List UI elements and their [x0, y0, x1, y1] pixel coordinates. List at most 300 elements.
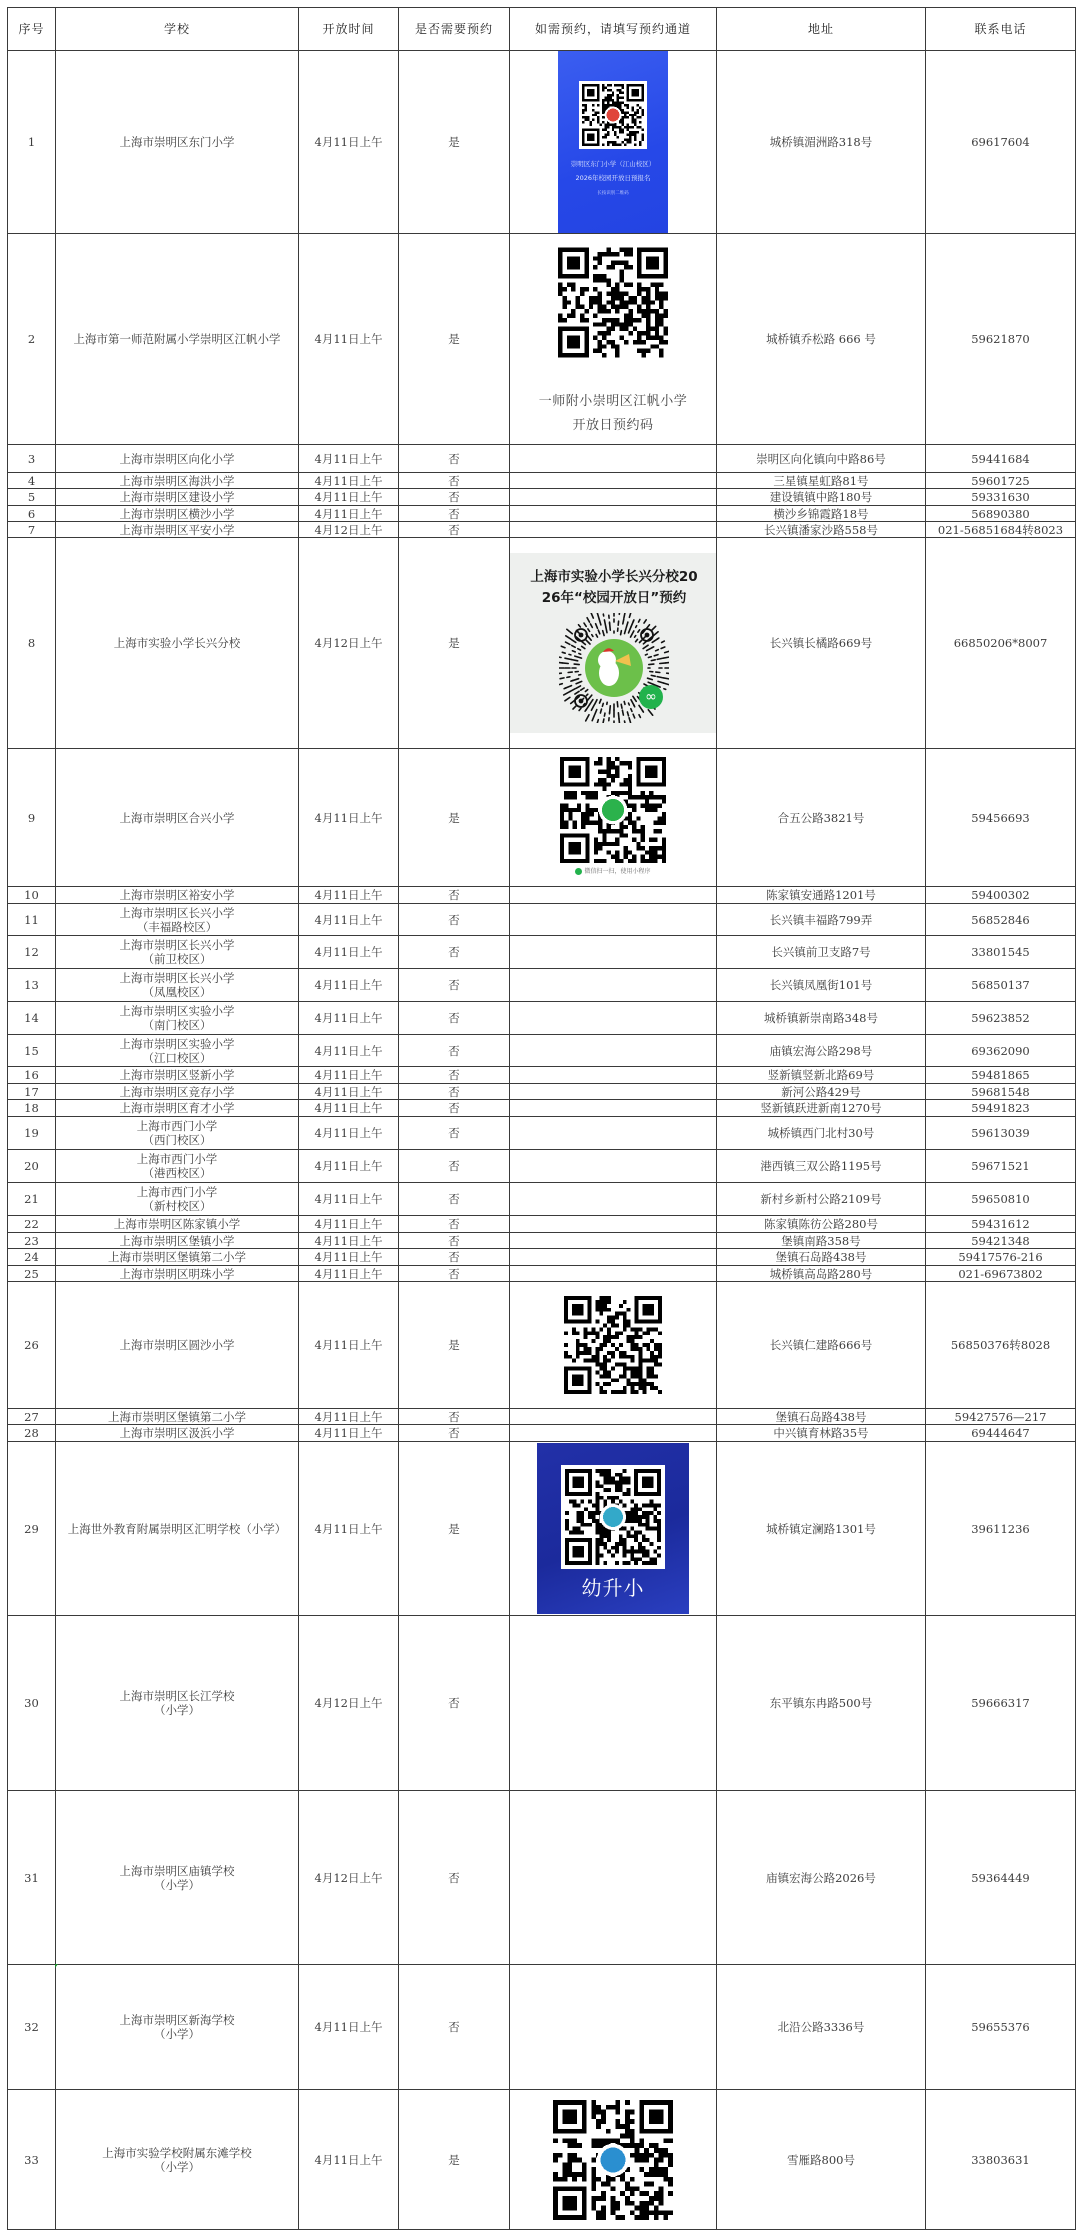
mini-program-link-icon: ∞ [639, 685, 663, 709]
reservation-channel-cell[interactable] [510, 749, 717, 887]
school-name: 上海市西门小学 [58, 1119, 296, 1133]
school-name-cell [56, 1425, 299, 1442]
school-name-cell [56, 1266, 299, 1282]
school-name: 上海市西门小学 [58, 1185, 296, 1199]
address: 竖新镇跃进新南1270号 [717, 1100, 926, 1117]
open-time: 4月11日上午 [299, 1183, 399, 1216]
school-name-cell [56, 1791, 299, 1965]
row-number: 7 [8, 522, 56, 538]
reservation-required: 否 [399, 1117, 510, 1150]
schools-table [7, 7, 1076, 2230]
address: 崇明区向化镇向中路86号 [717, 445, 926, 473]
table-row [8, 1183, 1076, 1216]
reservation-channel-cell[interactable] [510, 51, 717, 234]
phone-number: 59400302 [926, 887, 1076, 904]
table-row [8, 749, 1076, 887]
header-phone: 联系电话 [926, 8, 1076, 51]
open-time: 4月11日上午 [299, 1965, 399, 2090]
reservation-required: 否 [399, 1100, 510, 1117]
address: 建设镇镇中路180号 [717, 489, 926, 506]
phone-number: 56850137 [926, 969, 1076, 1002]
school-campus: （前卫校区） [58, 952, 296, 966]
table-row [8, 1249, 1076, 1266]
address: 长兴镇潘家沙路558号 [717, 522, 926, 538]
school-name: 上海市崇明区堡镇第二小学 [58, 1410, 296, 1424]
reservation-required: 是 [399, 538, 510, 749]
mini-program-title-line: 上海市实验小学长兴分校20 [510, 567, 717, 588]
address: 横沙乡锦霞路18号 [717, 506, 926, 522]
row-number: 4 [8, 473, 56, 489]
reservation-required: 否 [399, 887, 510, 904]
school-name: 上海市崇明区庙镇学校 [58, 1864, 296, 1878]
school-name-cell [56, 1100, 299, 1117]
row-number: 29 [8, 1442, 56, 1616]
reservation-channel-cell [510, 1266, 717, 1282]
open-time: 4月11日上午 [299, 473, 399, 489]
school-campus: （西门校区） [58, 1133, 296, 1147]
table-row [8, 1150, 1076, 1183]
school-name: 上海市崇明区长兴小学 [58, 971, 296, 985]
reservation-required: 否 [399, 1183, 510, 1216]
school-name-cell [56, 473, 299, 489]
reservation-channel-cell [510, 473, 717, 489]
reservation-required: 否 [399, 1249, 510, 1266]
phone-number: 59655376 [926, 1965, 1076, 2090]
table-row [8, 234, 1076, 445]
row-number: 20 [8, 1150, 56, 1183]
address: 长兴镇仁建路666号 [717, 1282, 926, 1409]
reservation-qr-card[interactable] [558, 51, 668, 233]
phone-number: 59666317 [926, 1616, 1076, 1791]
phone-number: 33801545 [926, 936, 1076, 969]
wechat-icon [575, 868, 582, 875]
school-name: 上海市崇明区建设小学 [58, 490, 296, 504]
reservation-channel-cell [510, 1965, 717, 2090]
school-name-cell [56, 887, 299, 904]
cell-comment-marker [55, 1964, 58, 1968]
reservation-channel-cell [510, 1100, 717, 1117]
address: 中兴镇育林路35号 [717, 1425, 926, 1442]
header-time: 开放时间 [299, 8, 399, 51]
school-name-cell [56, 1035, 299, 1067]
reservation-channel-cell [510, 1249, 717, 1266]
school-name-cell [56, 1183, 299, 1216]
open-time: 4月11日上午 [299, 969, 399, 1002]
table-row [8, 1616, 1076, 1791]
table-row [8, 489, 1076, 506]
row-number: 2 [8, 234, 56, 445]
reservation-channel-cell[interactable] [510, 1282, 717, 1409]
table-row [8, 2090, 1076, 2230]
row-number: 10 [8, 887, 56, 904]
school-name-cell [56, 1616, 299, 1791]
address: 长兴镇丰福路799弄 [717, 904, 926, 936]
qr-card-caption: 2026年校园开放日预报名 [558, 173, 668, 183]
phone-number: 69362090 [926, 1035, 1076, 1067]
table-row [8, 1791, 1076, 1965]
open-time: 4月11日上午 [299, 489, 399, 506]
row-number: 33 [8, 2090, 56, 2230]
reservation-required: 否 [399, 1002, 510, 1035]
row-number: 27 [8, 1409, 56, 1425]
header-address: 地址 [717, 8, 926, 51]
row-number: 24 [8, 1249, 56, 1266]
school-name-cell [56, 1249, 299, 1266]
phone-number: 33803631 [926, 2090, 1076, 2230]
mini-program-code-card[interactable] [510, 553, 717, 733]
table-row [8, 1425, 1076, 1442]
phone-number: 59331630 [926, 489, 1076, 506]
school-name: 上海市崇明区堡镇第二小学 [58, 1250, 296, 1264]
school-name-cell [56, 445, 299, 473]
phone-number: 59427576—217 [926, 1409, 1076, 1425]
phone-number: 59623852 [926, 1002, 1076, 1035]
reservation-channel-cell [510, 1425, 717, 1442]
phone-number: 56850376转8028 [926, 1282, 1076, 1409]
row-number: 11 [8, 904, 56, 936]
row-number: 25 [8, 1266, 56, 1282]
phone-number: 69617604 [926, 51, 1076, 234]
table-row [8, 887, 1076, 904]
row-number: 30 [8, 1616, 56, 1791]
reservation-required: 否 [399, 1791, 510, 1965]
reservation-channel-cell [510, 1183, 717, 1216]
address: 长兴镇前卫支路7号 [717, 936, 926, 969]
address: 堡镇南路358号 [717, 1233, 926, 1249]
phone-number: 39611236 [926, 1442, 1076, 1616]
open-time: 4月12日上午 [299, 538, 399, 749]
table-row [8, 1282, 1076, 1409]
header-no: 序号 [8, 8, 56, 51]
phone-number: 56852846 [926, 904, 1076, 936]
address: 陈家镇陈彷公路280号 [717, 1216, 926, 1233]
table-row [8, 1216, 1076, 1233]
reservation-channel-cell [510, 489, 717, 506]
address: 堡镇石岛路438号 [717, 1249, 926, 1266]
reservation-channel-cell [510, 1084, 717, 1100]
reservation-channel-cell [510, 506, 717, 522]
school-name: 上海市崇明区横沙小学 [58, 507, 296, 521]
open-time: 4月11日上午 [299, 887, 399, 904]
open-time: 4月11日上午 [299, 1035, 399, 1067]
qr-code-icon[interactable] [561, 1465, 665, 1569]
address: 东平镇东冉路500号 [717, 1616, 926, 1791]
open-time: 4月11日上午 [299, 445, 399, 473]
phone-number: 59441684 [926, 445, 1076, 473]
reservation-channel-cell [510, 904, 717, 936]
phone-number: 59481865 [926, 1067, 1076, 1084]
open-time: 4月12日上午 [299, 522, 399, 538]
address: 城桥镇乔松路 666 号 [717, 234, 926, 445]
address: 新村乡新村公路2109号 [717, 1183, 926, 1216]
reservation-required: 否 [399, 1084, 510, 1100]
school-name-cell [56, 1150, 299, 1183]
open-time: 4月12日上午 [299, 1791, 399, 1965]
address: 竖新镇竖新北路69号 [717, 1067, 926, 1084]
reservation-channel-cell [510, 1409, 717, 1425]
school-name-cell [56, 1409, 299, 1425]
row-number: 1 [8, 51, 56, 234]
reservation-channel-cell [510, 1791, 717, 1965]
address: 雪雁路800号 [717, 2090, 926, 2230]
school-name: 上海市崇明区汲浜小学 [58, 1426, 296, 1440]
reservation-required: 否 [399, 1233, 510, 1249]
phone-number: 59364449 [926, 1791, 1076, 1965]
school-name: 上海市实验小学长兴分校 [58, 636, 296, 650]
open-time: 4月11日上午 [299, 1442, 399, 1616]
address: 庙镇宏海公路2026号 [717, 1791, 926, 1965]
school-campus: （江口校区） [58, 1051, 296, 1065]
school-name-cell [56, 904, 299, 936]
address: 港西镇三双公路1195号 [717, 1150, 926, 1183]
school-name-cell [56, 936, 299, 969]
open-time: 4月11日上午 [299, 904, 399, 936]
reservation-required: 是 [399, 2090, 510, 2230]
row-number: 26 [8, 1282, 56, 1409]
reservation-required: 否 [399, 969, 510, 1002]
table-row [8, 506, 1076, 522]
qr-card-caption: 崇明区东门小学（江山校区） [558, 159, 668, 169]
school-name-cell [56, 1233, 299, 1249]
school-name-cell [56, 1117, 299, 1150]
school-name-cell [56, 969, 299, 1002]
address: 合五公路3821号 [717, 749, 926, 887]
school-name-cell [56, 1442, 299, 1616]
reservation-required: 否 [399, 1616, 510, 1791]
reservation-required: 是 [399, 749, 510, 887]
school-campus: （凤凰校区） [58, 985, 296, 999]
school-name-cell [56, 749, 299, 887]
phone-number: 59601725 [926, 473, 1076, 489]
row-number: 5 [8, 489, 56, 506]
row-number: 13 [8, 969, 56, 1002]
row-number: 19 [8, 1117, 56, 1150]
school-name-cell [56, 1216, 299, 1233]
school-campus: （小学） [58, 2160, 296, 2174]
header-row [8, 8, 1076, 51]
school-name: 上海市崇明区裕安小学 [58, 888, 296, 902]
phone-number: 59417576-216 [926, 1249, 1076, 1266]
table-row [8, 1409, 1076, 1425]
phone-number: 69444647 [926, 1425, 1076, 1442]
open-time: 4月11日上午 [299, 1002, 399, 1035]
row-number: 23 [8, 1233, 56, 1249]
phone-number: 59491823 [926, 1100, 1076, 1117]
row-number: 22 [8, 1216, 56, 1233]
school-name: 上海市崇明区平安小学 [58, 523, 296, 537]
reservation-channel-cell [510, 887, 717, 904]
table-row [8, 522, 1076, 538]
reservation-qr-card[interactable] [537, 1443, 689, 1614]
open-time: 4月11日上午 [299, 1282, 399, 1409]
reservation-channel-cell[interactable] [510, 538, 717, 749]
header-school: 学校 [56, 8, 299, 51]
reservation-required: 否 [399, 936, 510, 969]
address: 长兴镇长橘路669号 [717, 538, 926, 749]
school-name-cell [56, 538, 299, 749]
wechat-scan-note [510, 865, 716, 879]
open-time: 4月11日上午 [299, 1233, 399, 1249]
open-time: 4月11日上午 [299, 1266, 399, 1282]
row-number: 8 [8, 538, 56, 749]
reservation-required: 否 [399, 1425, 510, 1442]
phone-number: 59621870 [926, 234, 1076, 445]
reservation-required: 是 [399, 234, 510, 445]
phone-number: 59431612 [926, 1216, 1076, 1233]
open-time: 4月11日上午 [299, 749, 399, 887]
reservation-required: 否 [399, 1266, 510, 1282]
open-time: 4月11日上午 [299, 1084, 399, 1100]
reservation-channel-cell [510, 1233, 717, 1249]
row-number: 21 [8, 1183, 56, 1216]
row-number: 16 [8, 1067, 56, 1084]
reservation-channel-cell [510, 522, 717, 538]
qr-code-icon[interactable] [560, 757, 666, 863]
open-time: 4月11日上午 [299, 1117, 399, 1150]
school-name: 上海市崇明区长江学校 [58, 1689, 296, 1703]
school-name: 上海市崇明区合兴小学 [58, 811, 296, 825]
school-campus: （丰福路校区） [58, 920, 296, 934]
reservation-channel-cell [510, 445, 717, 473]
open-time: 4月11日上午 [299, 936, 399, 969]
address: 长兴镇凤凰街101号 [717, 969, 926, 1002]
address: 城桥镇高岛路280号 [717, 1266, 926, 1282]
school-campus: （新村校区） [58, 1199, 296, 1213]
table-row [8, 904, 1076, 936]
address: 北沿公路3336号 [717, 1965, 926, 2090]
reservation-channel-cell[interactable] [510, 234, 717, 445]
mini-program-title-line: 26年“校园开放日”预约 [510, 588, 717, 609]
open-time: 4月11日上午 [299, 1409, 399, 1425]
open-time: 4月11日上午 [299, 506, 399, 522]
school-name-cell [56, 506, 299, 522]
table-row [8, 1266, 1076, 1282]
school-name: 上海市实验学校附属东滩学校 [58, 2146, 296, 2160]
row-number: 12 [8, 936, 56, 969]
school-name-cell [56, 2090, 299, 2230]
address: 城桥镇新崇南路348号 [717, 1002, 926, 1035]
qr-code-icon[interactable] [558, 245, 668, 360]
school-name-cell [56, 1965, 299, 2090]
school-name: 上海市崇明区圆沙小学 [58, 1338, 296, 1352]
open-time: 4月11日上午 [299, 51, 399, 234]
row-number: 28 [8, 1425, 56, 1442]
reservation-required: 否 [399, 1067, 510, 1084]
school-name: 上海市崇明区育才小学 [58, 1101, 296, 1115]
open-time: 4月11日上午 [299, 2090, 399, 2230]
row-number: 14 [8, 1002, 56, 1035]
open-time: 4月11日上午 [299, 1249, 399, 1266]
phone-number: 021-56851684转8023 [926, 522, 1076, 538]
open-time: 4月11日上午 [299, 1067, 399, 1084]
school-name: 上海市西门小学 [58, 1152, 296, 1166]
school-name-cell [56, 489, 299, 506]
reservation-channel-cell [510, 1002, 717, 1035]
phone-number: 56890380 [926, 506, 1076, 522]
school-name-cell [56, 234, 299, 445]
school-name: 上海市崇明区东门小学 [58, 135, 296, 149]
reservation-required: 否 [399, 1409, 510, 1425]
address: 堡镇石岛路438号 [717, 1409, 926, 1425]
open-time: 4月11日上午 [299, 1150, 399, 1183]
reservation-channel-cell[interactable] [510, 1442, 717, 1616]
open-time: 4月11日上午 [299, 1425, 399, 1442]
reservation-required: 否 [399, 1216, 510, 1233]
reservation-required: 是 [399, 1442, 510, 1616]
school-name-cell [56, 51, 299, 234]
school-name-cell [56, 1002, 299, 1035]
school-name: 上海市崇明区堡镇小学 [58, 1234, 296, 1248]
school-name: 上海市崇明区实验小学 [58, 1037, 296, 1051]
table-row [8, 1233, 1076, 1249]
mini-program-title [510, 553, 717, 609]
table-row [8, 473, 1076, 489]
reservation-required: 否 [399, 1035, 510, 1067]
open-time: 4月11日上午 [299, 1100, 399, 1117]
phone-number: 59456693 [926, 749, 1076, 887]
qr-card-hint: 长按识别二维码 [558, 187, 668, 201]
table-row [8, 1035, 1076, 1067]
school-name: 上海市崇明区新海学校 [58, 2013, 296, 2027]
school-name-cell [56, 522, 299, 538]
table-row [8, 1100, 1076, 1117]
school-name: 上海世外教育附属崇明区汇明学校（小学） [58, 1522, 296, 1536]
school-name: 上海市崇明区海洪小学 [58, 474, 296, 488]
table-row [8, 1067, 1076, 1084]
qr-code-icon[interactable] [553, 2097, 673, 2223]
qr-caption: 开放日预约码 [510, 414, 716, 438]
phone-number: 59421348 [926, 1233, 1076, 1249]
school-campus: （小学） [58, 2027, 296, 2041]
address: 新河公路429号 [717, 1084, 926, 1100]
school-campus: （港西校区） [58, 1166, 296, 1180]
reservation-required: 是 [399, 1282, 510, 1409]
school-name: 上海市崇明区陈家镇小学 [58, 1217, 296, 1231]
school-campus: （南门校区） [58, 1018, 296, 1032]
table-row [8, 538, 1076, 749]
reservation-channel-cell[interactable] [510, 2090, 717, 2230]
address: 三星镇星虹路81号 [717, 473, 926, 489]
row-number: 17 [8, 1084, 56, 1100]
school-name: 上海市崇明区长兴小学 [58, 938, 296, 952]
reservation-required: 否 [399, 445, 510, 473]
school-name: 上海市崇明区竞存小学 [58, 1085, 296, 1099]
school-name: 上海市崇明区实验小学 [58, 1004, 296, 1018]
phone-number: 021-69673802 [926, 1266, 1076, 1282]
address: 庙镇宏海公路298号 [717, 1035, 926, 1067]
reservation-channel-cell [510, 936, 717, 969]
reservation-required: 否 [399, 506, 510, 522]
reservation-required: 是 [399, 51, 510, 234]
reservation-required: 否 [399, 1965, 510, 2090]
qr-code-icon[interactable] [579, 81, 647, 149]
school-name: 上海市崇明区明珠小学 [58, 1267, 296, 1281]
row-number: 9 [8, 749, 56, 887]
header-reserve: 是否需要预约 [399, 8, 510, 51]
mini-program-code-icon[interactable] [559, 613, 669, 723]
address: 城桥镇定澜路1301号 [717, 1442, 926, 1616]
reservation-required: 否 [399, 904, 510, 936]
school-name-cell [56, 1067, 299, 1084]
qr-code-icon[interactable] [564, 1294, 662, 1396]
reservation-channel-cell [510, 1117, 717, 1150]
table-row [8, 1965, 1076, 2090]
reservation-required: 否 [399, 522, 510, 538]
wechat-scan-text: 微信扫一扫，使用小程序 [584, 868, 650, 875]
school-name-cell [56, 1084, 299, 1100]
reservation-channel-cell [510, 1067, 717, 1084]
table-row [8, 445, 1076, 473]
